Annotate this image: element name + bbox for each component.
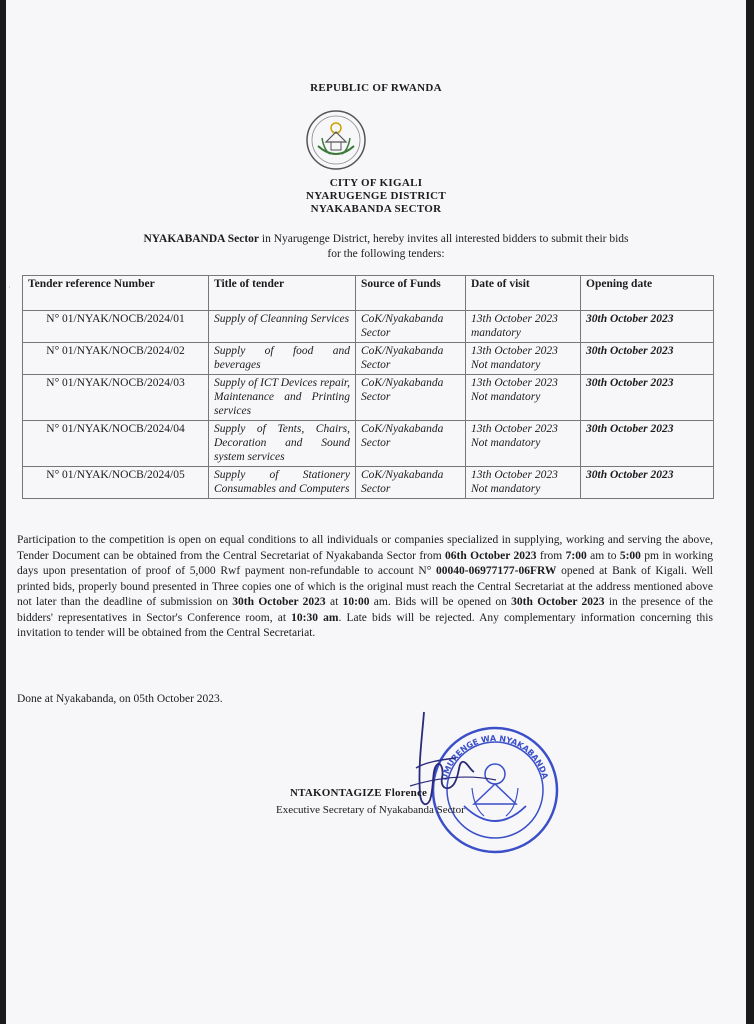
- intro-line-2: for the following tenders:: [327, 248, 445, 260]
- body-text: am to: [586, 549, 620, 562]
- body-bold: 10:00: [342, 596, 370, 608]
- cell-opening: 30th October 2023: [581, 311, 714, 343]
- cell-visit: [466, 375, 581, 421]
- handwritten-signature-icon: [396, 708, 506, 818]
- scan-mark: ·: [8, 282, 11, 292]
- body-bold: 7:00: [565, 549, 587, 562]
- document-page: [6, 0, 746, 1024]
- table-row: [23, 375, 714, 421]
- body-text: from: [536, 549, 566, 562]
- rwanda-emblem-icon: [304, 108, 368, 172]
- table-row: [23, 343, 714, 375]
- cell-visit: [466, 467, 581, 499]
- cell-title: Supply of food and beverages: [209, 343, 356, 375]
- intro-line-1: [66, 233, 706, 245]
- country-heading: REPUBLIC OF RWANDA: [310, 82, 442, 94]
- cell-funds: CoK/Nyakabanda Sector: [356, 375, 466, 421]
- cell-visit: [466, 343, 581, 375]
- signatory-title: Executive Secretary of Nyakabanda Sector: [276, 804, 465, 816]
- visit-note: Not mandatory: [471, 437, 541, 449]
- cell-title: Supply of Cleanning Services: [209, 311, 356, 343]
- visit-date: 13th October 2023: [471, 423, 558, 435]
- header-title: Title of tender: [209, 276, 356, 311]
- table-row: [23, 467, 714, 499]
- district-heading: NYARUGENGE DISTRICT: [305, 190, 447, 202]
- body-bold: 30th October 2023: [232, 596, 326, 608]
- city-heading: CITY OF KIGALI: [329, 177, 423, 189]
- header-opening: Opening date: [581, 276, 714, 311]
- body-text: am. Bids will be opened on: [369, 596, 512, 608]
- cell-ref: N° 01/NYAK/NOCB/2024/03: [23, 375, 209, 421]
- body-text: at: [325, 596, 343, 608]
- cell-opening: 30th October 2023: [581, 375, 714, 421]
- table-row: [23, 311, 714, 343]
- cell-opening: 30th October 2023: [581, 421, 714, 467]
- tenders-table: [22, 275, 714, 499]
- body-bold: 06th October 2023: [445, 549, 537, 562]
- visit-date: 13th October 2023: [471, 313, 558, 325]
- sector-heading: NYAKABANDA SECTOR: [310, 203, 442, 215]
- body-text: pm in working days upon presentation of proof of 5,000 Rwf payment non-refundable to account N°: [17, 549, 713, 577]
- body-paragraph: [17, 533, 713, 642]
- header-visit: Date of visit: [466, 276, 581, 311]
- cell-title: Supply of Stationery Consumables and Computers: [209, 467, 356, 499]
- signatory-name: NTAKONTAGIZE Florence: [290, 787, 428, 799]
- cell-ref: N° 01/NYAK/NOCB/2024/04: [23, 421, 209, 467]
- cell-visit: [466, 421, 581, 467]
- cell-ref: N° 01/NYAK/NOCB/2024/01: [23, 311, 209, 343]
- cell-title: Supply of ICT Devices repair, Maintenance and Printing services: [209, 375, 356, 421]
- visit-note: Not mandatory: [471, 483, 541, 495]
- body-text: . Late bids will be rejected. Any complementary information concerning this invitation to tender will be obtained from the Central Secretariat.: [17, 611, 713, 639]
- table-row: [23, 421, 714, 467]
- done-at-line: Done at Nyakabanda, on 05th October 2023.: [17, 693, 223, 705]
- cell-opening: 30th October 2023: [581, 467, 714, 499]
- body-bold: 00040-06977177-06FRW: [436, 565, 557, 577]
- cell-funds: CoK/Nyakabanda Sector: [356, 311, 466, 343]
- visit-note: Not mandatory: [471, 391, 541, 403]
- cell-visit: [466, 311, 581, 343]
- cell-ref: N° 01/NYAK/NOCB/2024/02: [23, 343, 209, 375]
- table-header-row: [23, 276, 714, 311]
- cell-funds: CoK/Nyakabanda Sector: [356, 343, 466, 375]
- body-bold: 30th October 2023: [511, 596, 605, 608]
- body-bold: 5:00: [619, 549, 641, 562]
- body-text: opened at Bank of Kigali. Well printed bids, properly bound presented in Three copies one of which is the original must reach the Central Secretariat at the address mentioned above not later than the deadline of submission on: [17, 565, 714, 608]
- intro-lead: NYAKABANDA Sector: [143, 233, 259, 245]
- visit-date: 13th October 2023: [471, 345, 558, 357]
- visit-date: 13th October 2023: [471, 469, 558, 481]
- cell-funds: CoK/Nyakabanda Sector: [356, 421, 466, 467]
- visit-note: Not mandatory: [471, 359, 541, 371]
- intro-line-1-rest: in Nyarugenge District, hereby invites all interested bidders to submit their bids: [259, 233, 629, 245]
- cell-ref: N° 01/NYAK/NOCB/2024/05: [23, 467, 209, 499]
- visit-note: mandatory: [471, 327, 521, 339]
- body-text: in the presence of the bidders' representatives in Sector's Conference room, at: [17, 596, 713, 624]
- cell-title: Supply of Tents, Chairs, Decoration and Sound system services: [209, 421, 356, 467]
- body-text: Participation to the competition is open on equal conditions to all individuals or companies specialized in supplying, working and serving the above, Tender Document can be obtained from the Central Secretariat of Nyakabanda Sector from: [17, 534, 713, 562]
- visit-date: 13th October 2023: [471, 377, 558, 389]
- header-funds: Source of Funds: [356, 276, 466, 311]
- stamp-text: UMURENGE WA NYAKABANDA: [439, 733, 550, 782]
- cell-funds: CoK/Nyakabanda Sector: [356, 467, 466, 499]
- body-bold: 10:30 am: [291, 611, 339, 624]
- header-ref: Tender reference Number: [23, 276, 209, 311]
- cell-opening: 30th October 2023: [581, 343, 714, 375]
